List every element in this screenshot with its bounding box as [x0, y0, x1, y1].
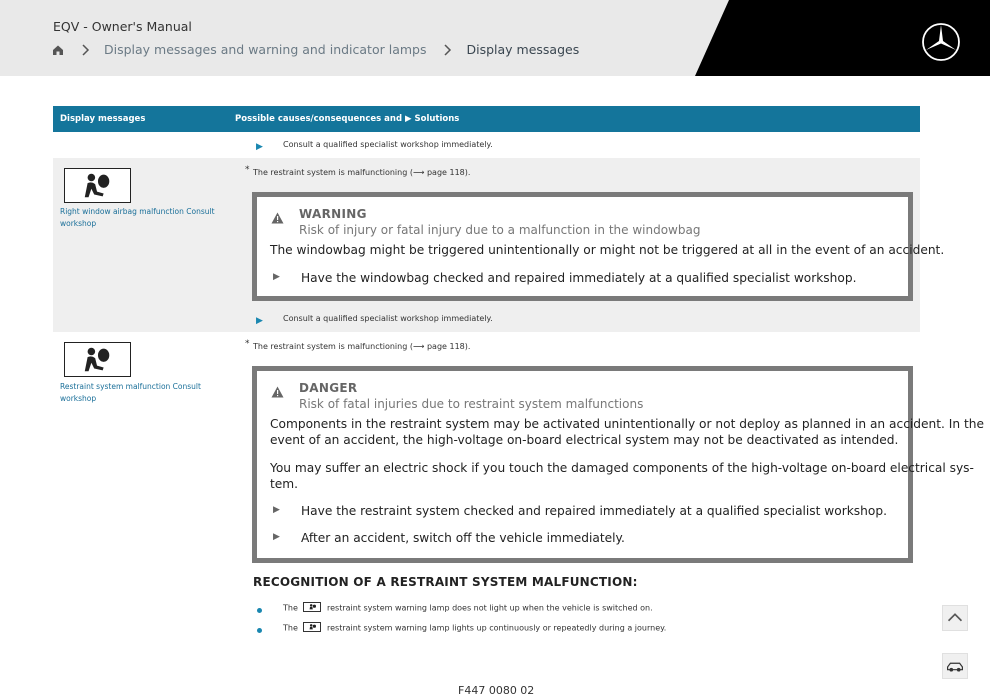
list-item-prefix: The	[283, 603, 298, 613]
chevron-right-icon	[442, 44, 452, 56]
list-item	[283, 603, 653, 613]
breadcrumb-current: Display messages	[466, 42, 580, 57]
cause-text: The restraint system is malfunctioning (⟶ page 118).	[253, 168, 471, 177]
chevron-up-icon	[943, 606, 967, 630]
panel-subtitle: Risk of injury or fatal injury due to a malfunction in the windowbag	[299, 223, 701, 237]
bullet-icon	[257, 608, 262, 613]
display-message-caption: Restraint system malfunction Consult workshop	[60, 382, 201, 403]
panel-text-line: Components in the restraint system may be activated unintentionally or not deploy as planned in an accident. In the	[270, 417, 984, 431]
car-icon	[943, 654, 967, 678]
section-heading: RECOGNITION OF A RESTRAINT SYSTEM MALFUNCTION:	[253, 575, 638, 589]
restraint-lamp-icon	[303, 602, 321, 612]
panel-title: WARNING	[299, 207, 367, 221]
panel-title: DANGER	[299, 381, 358, 395]
display-message-caption: Right window airbag malfunction Consult workshop	[60, 207, 215, 228]
breadcrumb	[52, 42, 579, 57]
cause-marker: *	[245, 339, 250, 349]
step-arrow-icon: ▶	[273, 505, 280, 515]
warning-triangle-icon	[271, 212, 284, 224]
solution-arrow-icon: ▶	[256, 316, 263, 326]
app-title: EQV - Owner's Manual	[53, 19, 192, 34]
solution-text: Consult a qualified specialist workshop immediately.	[283, 314, 493, 323]
panel-step: After an accident, switch off the vehicle immediately.	[301, 531, 625, 545]
list-item	[283, 623, 666, 633]
step-arrow-icon: ▶	[273, 272, 280, 282]
airbag-warning-icon	[64, 168, 131, 203]
solution-text: Consult a qualified specialist workshop immediately.	[283, 140, 493, 149]
chevron-right-icon	[80, 44, 90, 56]
airbag-warning-icon	[64, 342, 131, 377]
panel-step: Have the restraint system checked and repaired immediately at a qualified specialist workshop.	[301, 504, 887, 518]
list-item-text: restraint system warning lamp does not light up when the vehicle is switched on.	[326, 603, 653, 613]
home-icon[interactable]	[52, 44, 64, 56]
scroll-to-top-button[interactable]	[942, 605, 968, 631]
table-header	[53, 106, 920, 132]
list-item-text: restraint system warning lamp lights up continuously or repeatedly during a journey.	[326, 623, 667, 633]
cause-text: The restraint system is malfunctioning (⟶ page 118).	[253, 342, 471, 351]
column-header-display-messages: Display messages	[60, 114, 146, 124]
solution-arrow-icon: ▶	[256, 142, 263, 152]
warning-triangle-icon	[271, 386, 284, 398]
panel-text-line: You may suffer an electric shock if you touch the damaged components of the high-voltage on-board electrical sys-	[270, 461, 974, 475]
panel-text-line: event of an accident, the high-voltage on-board electrical system may not be deactivated as intended.	[270, 433, 899, 447]
restraint-lamp-icon	[303, 622, 321, 632]
top-header	[0, 0, 990, 76]
cause-marker: *	[245, 165, 250, 175]
breadcrumb-link[interactable]: Display messages and warning and indicator lamps	[104, 42, 427, 57]
image-reference-id: F447 0080 02	[458, 684, 535, 697]
column-header-causes-solutions: Possible causes/consequences and ▶ Solutions	[235, 114, 460, 124]
mercedes-star-logo	[921, 22, 961, 62]
panel-step: Have the windowbag checked and repaired immediately at a qualified specialist workshop.	[301, 271, 857, 285]
step-arrow-icon: ▶	[273, 532, 280, 542]
vehicle-model-button[interactable]	[942, 653, 968, 679]
panel-text: The windowbag might be triggered unintentionally or might not be triggered at all in the event of an accident.	[270, 243, 945, 257]
panel-text-line: tem.	[270, 477, 299, 491]
list-item-prefix: The	[283, 623, 298, 633]
bullet-icon	[257, 628, 262, 633]
panel-subtitle: Risk of fatal injuries due to restraint system malfunctions	[299, 397, 644, 411]
